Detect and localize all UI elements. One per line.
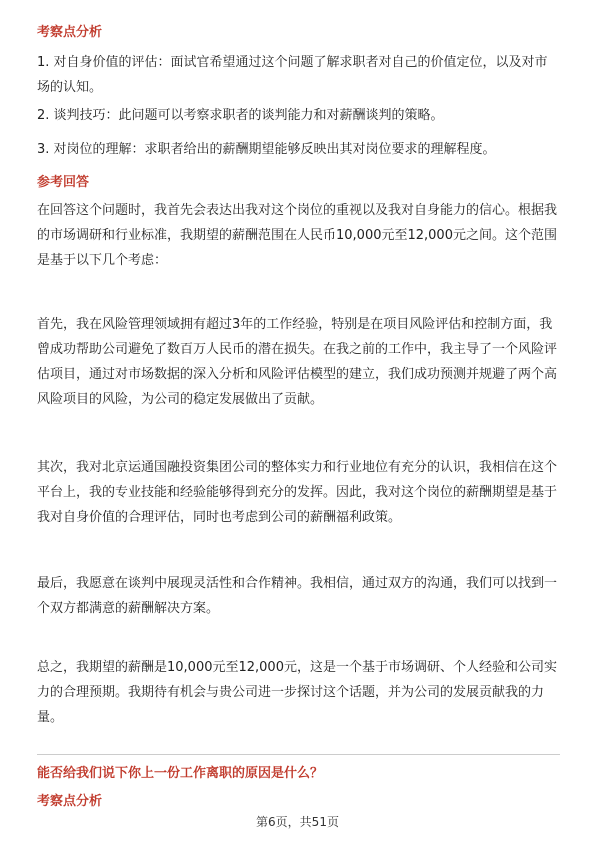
analysis-point-2: 2. 谈判技巧：此问题可以考察求职者的谈判能力和对薪酬谈判的策略。 (37, 108, 444, 123)
answer-paragraph-4: 最后，我愿意在谈判中展现灵活性和合作精神。我相信，通过双方的沟通，我们可以找到一个双方都满意的薪酬解决方案。 (37, 576, 558, 616)
next-question: 能否给我们说下你上一份工作离职的原因是什么？ (37, 766, 324, 781)
next-analysis-heading: 考察点分析 (37, 794, 103, 809)
answer-paragraph-2: 首先，我在风险管理领域拥有超过3年的工作经验，特别是在项目风险评估和控制方面，我曾成功帮助公司避免了数百万人民币的潜在损失。在我之前的工作中，我主导了一个风险评估项目，通过对市场数据的深入分析和风险评估模型的建立，我们成功预测并规避了两个高风险项目的风险，为公司的稳定发展做出了贡献。 (37, 317, 558, 407)
analysis-point-1: 1. 对自身价值的评估：面试官希望通过这个问题了解求职者对自己的价值定位，以及对市场的认知。 (37, 55, 548, 95)
reference-answer-heading: 参考回答 (37, 175, 90, 190)
page-number: 第6页，共51页 (256, 815, 339, 829)
analysis-heading: 考察点分析 (37, 25, 103, 40)
section-divider (37, 754, 560, 755)
answer-paragraph-1: 在回答这个问题时，我首先会表达出我对这个岗位的重视以及我对自身能力的信心。根据我的市场调研和行业标准，我期望的薪酬范围在人民币10,000元至12,000元之间。这个范围是基于以下几个考虑： (37, 203, 558, 268)
answer-paragraph-5: 总之，我期望的薪酬是10,000元至12,000元，这是一个基于市场调研、个人经验和公司实力的合理预期。我期待有机会与贵公司进一步探讨这个话题，并为公司的发展贡献我的力量。 (37, 660, 557, 725)
analysis-point-3: 3. 对岗位的理解：求职者给出的薪酬期望能够反映出其对岗位要求的理解程度。 (37, 142, 496, 157)
answer-paragraph-3: 其次，我对北京运通国融投资集团公司的整体实力和行业地位有充分的认识，我相信在这个平台上，我的专业技能和经验能够得到充分的发挥。因此，我对这个岗位的薪酬期望是基于我对自身价值的合理评估，同时也考虑到公司的薪酬福利政策。 (37, 460, 558, 525)
